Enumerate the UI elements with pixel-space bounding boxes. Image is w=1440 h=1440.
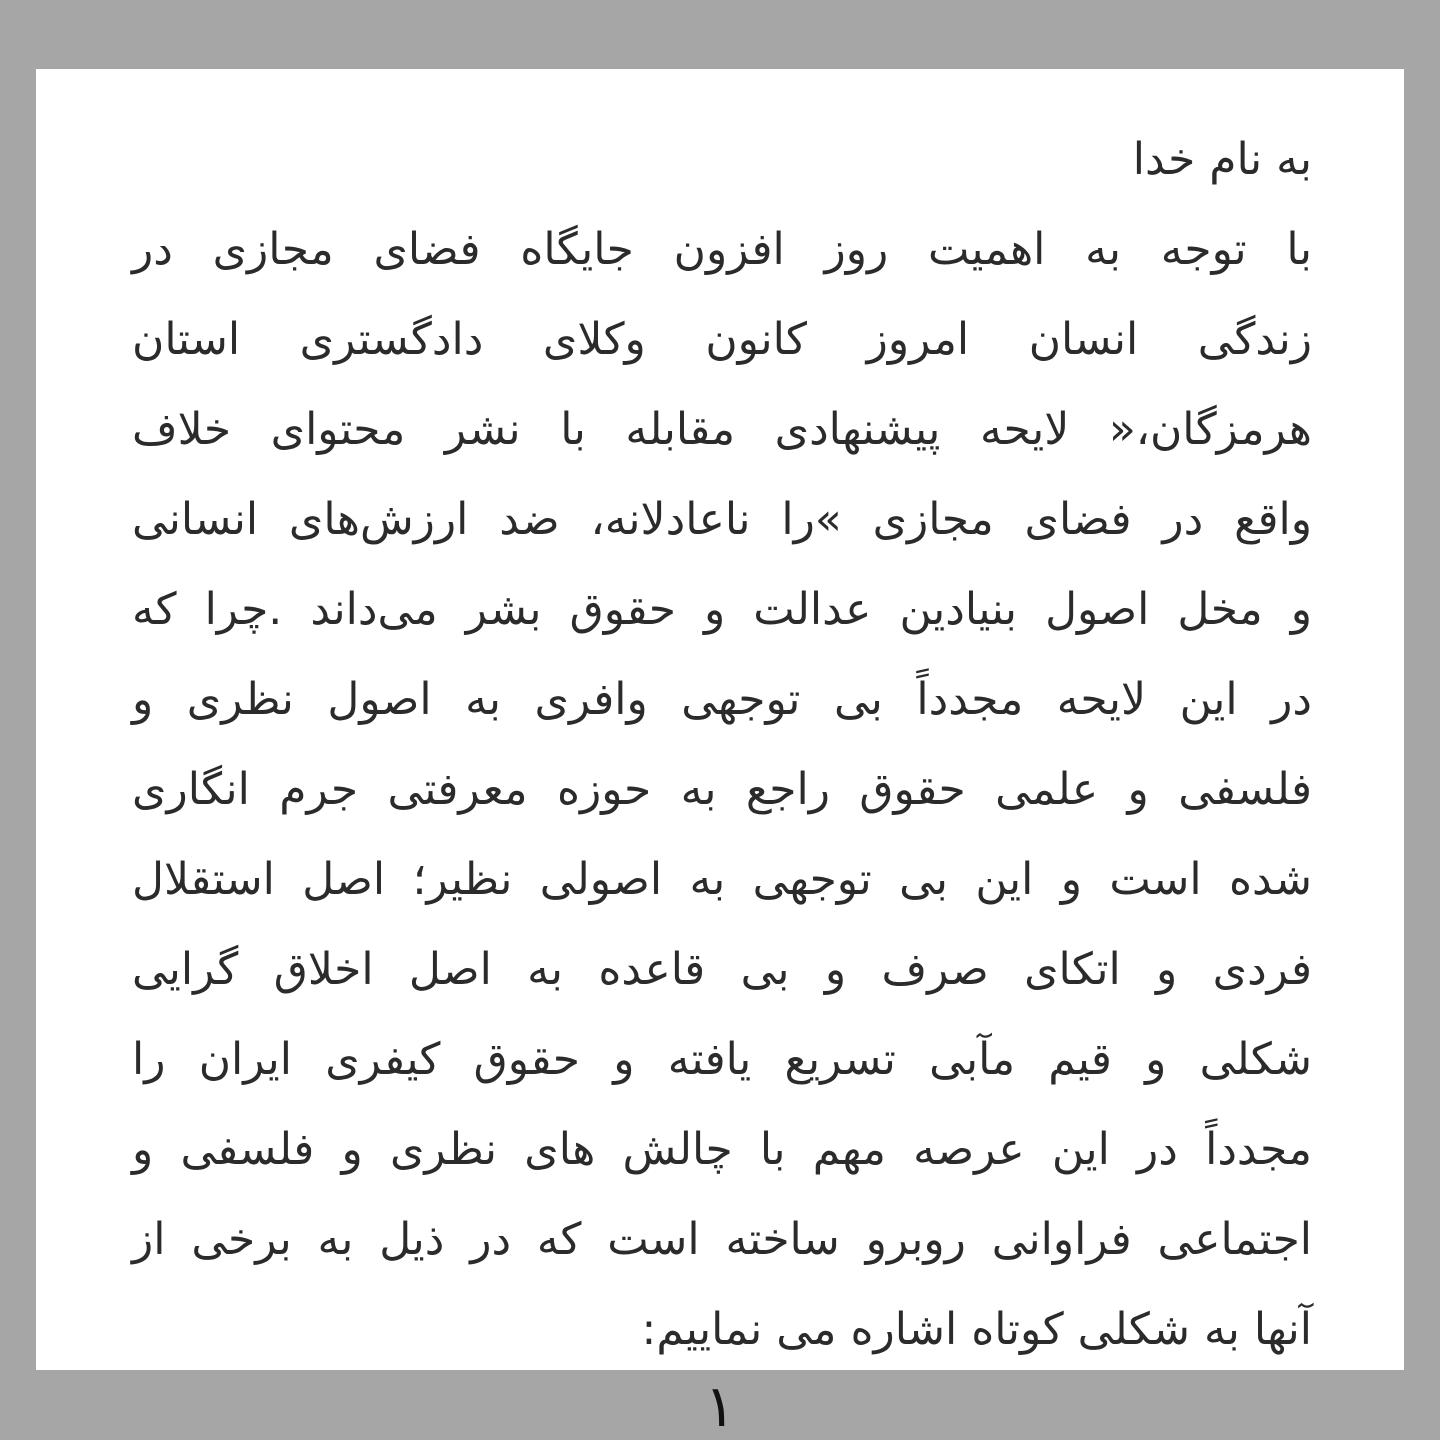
body-text (132, 115, 1312, 1375)
text-line: شده است و این بی توجهی به اصولی نظیر؛ اصل استقلال (132, 854, 1312, 905)
heading-line: به نام خدا (1132, 134, 1312, 185)
document-page (36, 69, 1404, 1370)
text-line: هرمزگان،« لایحه پیشنهادی مقابله با نشر محتوای خلاف (132, 404, 1312, 455)
text-line: در این لایحه مجدداً بی توجهی وافری به اصول نظری و (132, 674, 1312, 725)
text-line: و مخل اصول بنیادین عدالت و حقوق بشر می‌داند .چرا که (132, 584, 1312, 635)
text-line: فلسفی و علمی حقوق راجع به حوزه معرفتی جرم انگاری (132, 764, 1312, 815)
text-line: اجتماعی فراوانی روبرو ساخته است که در ذیل به برخی از (132, 1214, 1312, 1265)
text-line: واقع در فضای مجازی »را ناعادلانه، ضد ارزش‌های انسانی (132, 494, 1312, 545)
text-line: شکلی و قیم مآبی تسریع یافته و حقوق کیفری ایران را (132, 1034, 1312, 1085)
text-line: آنها به شکلی کوتاه اشاره می نماییم: (641, 1304, 1312, 1355)
text-line: فردی و اتکای صرف و بی قاعده به اصل اخلاق گرایی (132, 944, 1312, 995)
page-number: ۱ (704, 1372, 736, 1440)
text-line: با توجه به اهمیت روز افزون جایگاه فضای مجازی در (132, 224, 1312, 275)
text-line: زندگی انسان امروز کانون وکلای دادگستری استان (132, 314, 1312, 365)
text-line: مجدداً در این عرصه مهم با چالش های نظری و فلسفی و (132, 1124, 1312, 1175)
